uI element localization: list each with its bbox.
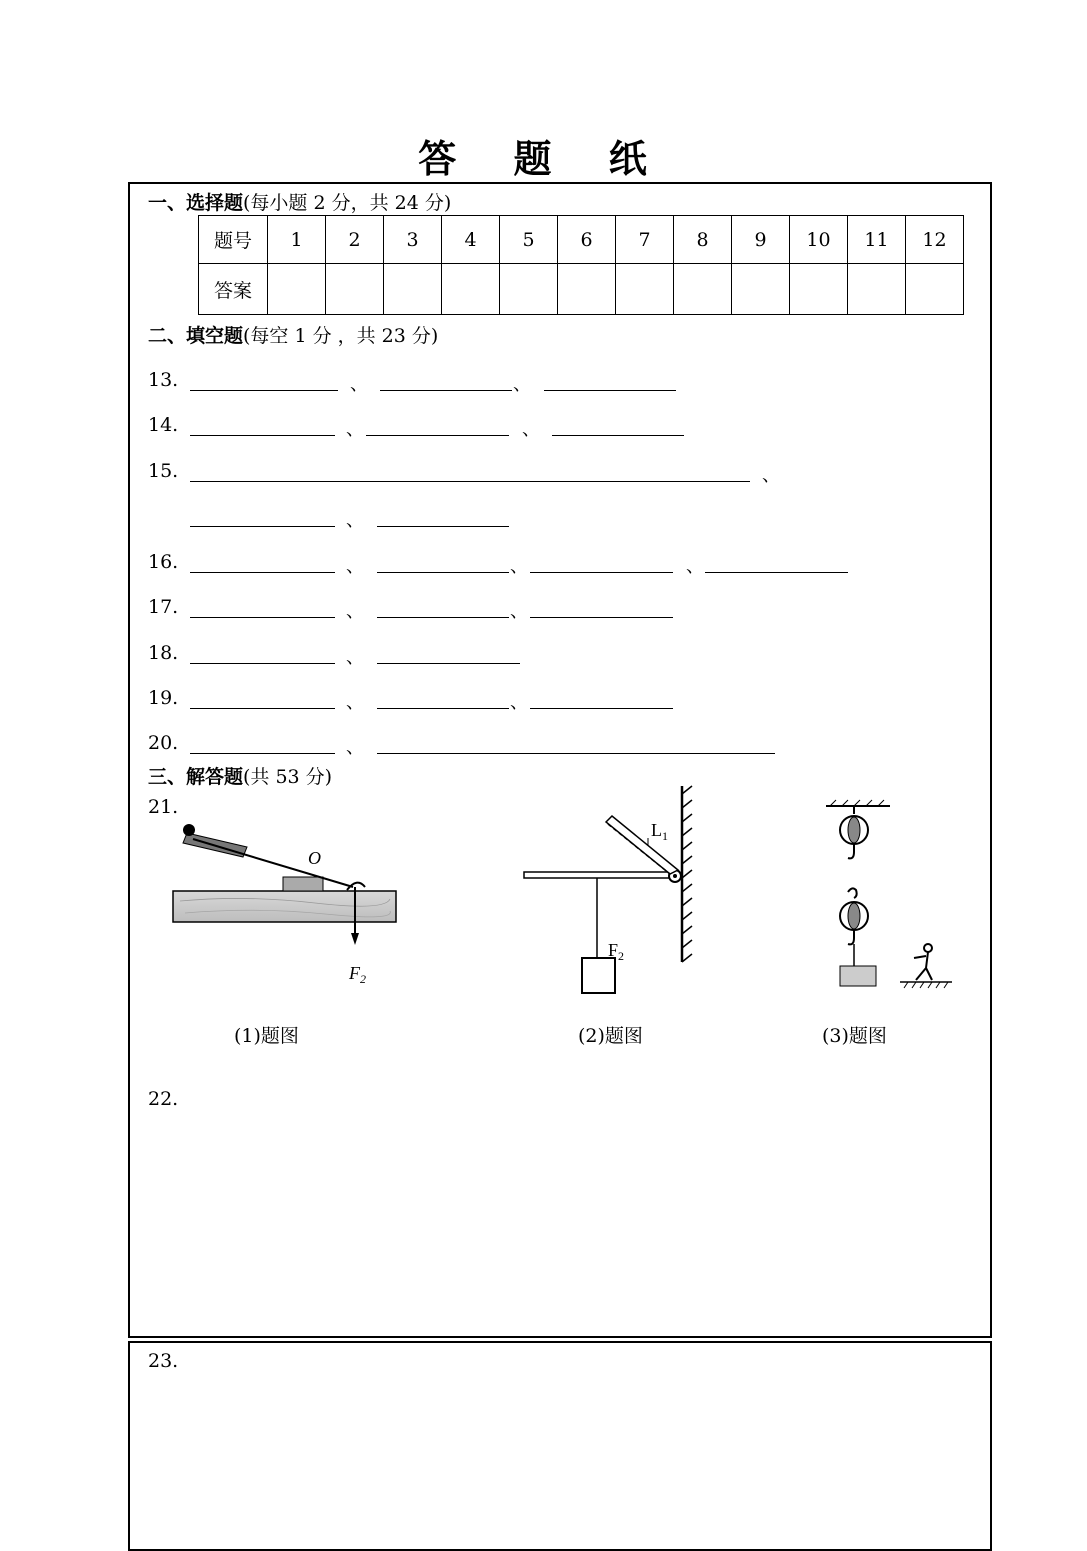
separator: 、: [513, 374, 531, 395]
q16-blank-2[interactable]: [377, 572, 509, 573]
separator: 、: [346, 601, 364, 622]
person: [914, 944, 932, 980]
small-block: [283, 877, 323, 891]
q19-blank-3[interactable]: [530, 708, 673, 709]
q16-blank-3[interactable]: [530, 572, 673, 573]
section3-heading: [148, 762, 332, 789]
answer-cell[interactable]: [384, 264, 442, 315]
section2-note: (每空 1 分 ，共 23 分): [243, 325, 439, 347]
separator: 、: [510, 601, 528, 622]
q14-number: 14.: [148, 414, 179, 436]
question-number: 5: [500, 216, 558, 264]
horizontal-bar: [524, 872, 674, 878]
q17-blank-3[interactable]: [530, 617, 673, 618]
answer-cell[interactable]: [790, 264, 848, 315]
q13-blank-1[interactable]: [190, 390, 338, 391]
q18-blank-2[interactable]: [377, 663, 520, 664]
figure-1-lever: [165, 815, 415, 990]
question-number: 4: [442, 216, 500, 264]
question-number: 12: [906, 216, 964, 264]
answer-cell[interactable]: [326, 264, 384, 315]
q20-blank-1[interactable]: [190, 753, 335, 754]
strut: [606, 816, 678, 874]
q19-blank-2[interactable]: [377, 708, 509, 709]
q17-blank-1[interactable]: [190, 617, 335, 618]
section3-note: (共 53 分): [243, 766, 333, 788]
row-label-number: 题号: [199, 216, 268, 264]
question-number: 6: [558, 216, 616, 264]
q18-number: 18.: [148, 642, 179, 664]
q14-blank-2[interactable]: [366, 435, 509, 436]
section1-note: (每小题 2 分，共 24 分): [243, 192, 452, 214]
question-number: 8: [674, 216, 732, 264]
choice-answer-table: [198, 215, 964, 315]
separator: 、: [346, 556, 364, 577]
figure-1-caption: (1)题图: [234, 1025, 299, 1047]
row-label-answer: 答案: [199, 264, 268, 315]
answer-cell[interactable]: [500, 264, 558, 315]
rod: [193, 839, 353, 887]
q23-number: 23.: [148, 1350, 179, 1372]
q16-blank-1[interactable]: [190, 572, 335, 573]
question-number: 3: [384, 216, 442, 264]
answer-box-main: [128, 182, 992, 1338]
separator: 、: [510, 692, 528, 713]
separator: 、: [346, 510, 364, 531]
q15-number: 15.: [148, 460, 179, 482]
question-number: 2: [326, 216, 384, 264]
question-number: 11: [848, 216, 906, 264]
section2-title: 二、填空题: [148, 325, 244, 347]
label-f2-fig2: $F_2$: [608, 940, 625, 963]
load: [840, 966, 876, 986]
q20-blank-2[interactable]: [377, 753, 775, 754]
label-l1: $L_1$: [651, 820, 668, 843]
separator: 、: [346, 737, 364, 758]
answer-cell[interactable]: [674, 264, 732, 315]
label-o: O: [308, 848, 321, 868]
figure-3-pulleys: [818, 798, 958, 993]
question-number: 7: [616, 216, 674, 264]
answer-cell[interactable]: [442, 264, 500, 315]
separator: 、: [346, 419, 364, 440]
section3-title: 三、解答题: [148, 766, 244, 788]
q13-number: 13.: [148, 369, 179, 391]
q19-number: 19.: [148, 687, 179, 709]
section1-title: 一、选择题: [148, 192, 244, 214]
section2-heading: [148, 321, 438, 348]
table-row: [199, 264, 964, 315]
q20-number: 20.: [148, 732, 179, 754]
q15-blank-3[interactable]: [377, 526, 509, 527]
q14-blank-3[interactable]: [552, 435, 684, 436]
separator: 、: [346, 647, 364, 668]
q15-blank-2[interactable]: [190, 526, 335, 527]
separator: 、: [510, 556, 528, 577]
answer-cell[interactable]: [732, 264, 790, 315]
separator: 、: [686, 556, 704, 577]
answer-cell[interactable]: [848, 264, 906, 315]
question-number: 9: [732, 216, 790, 264]
q15-blank-1[interactable]: [190, 481, 750, 482]
question-number: 10: [790, 216, 848, 264]
answer-cell[interactable]: [906, 264, 964, 315]
answer-cell[interactable]: [268, 264, 326, 315]
q13-blank-2[interactable]: [380, 390, 512, 391]
section1-heading: [148, 188, 451, 215]
separator: 、: [350, 374, 368, 395]
table-row: [199, 216, 964, 264]
q18-blank-1[interactable]: [190, 663, 335, 664]
q22-number: 22.: [148, 1088, 179, 1110]
q21-number: 21.: [148, 796, 179, 818]
weight-box: [582, 958, 615, 993]
label-f2-fig1: $F_2$: [349, 963, 366, 986]
separator: 、: [762, 465, 780, 486]
figure-2-wall-lever: [520, 780, 710, 1000]
hammer-head: [183, 824, 195, 836]
answer-cell[interactable]: [558, 264, 616, 315]
figure-3-caption: (3)题图: [822, 1025, 887, 1047]
q14-blank-1[interactable]: [190, 435, 335, 436]
separator: 、: [346, 692, 364, 713]
page-title: 答 题 纸: [418, 137, 669, 181]
question-number: 1: [268, 216, 326, 264]
answer-box-23: [128, 1341, 992, 1551]
q17-number: 17.: [148, 596, 179, 618]
q16-blank-4[interactable]: [705, 572, 848, 573]
separator: 、: [522, 419, 540, 440]
figure-2-caption: (2)题图: [578, 1025, 643, 1047]
q16-number: 16.: [148, 551, 179, 573]
answer-cell[interactable]: [616, 264, 674, 315]
q19-blank-1[interactable]: [190, 708, 335, 709]
q13-blank-3[interactable]: [544, 390, 676, 391]
q17-blank-2[interactable]: [377, 617, 509, 618]
